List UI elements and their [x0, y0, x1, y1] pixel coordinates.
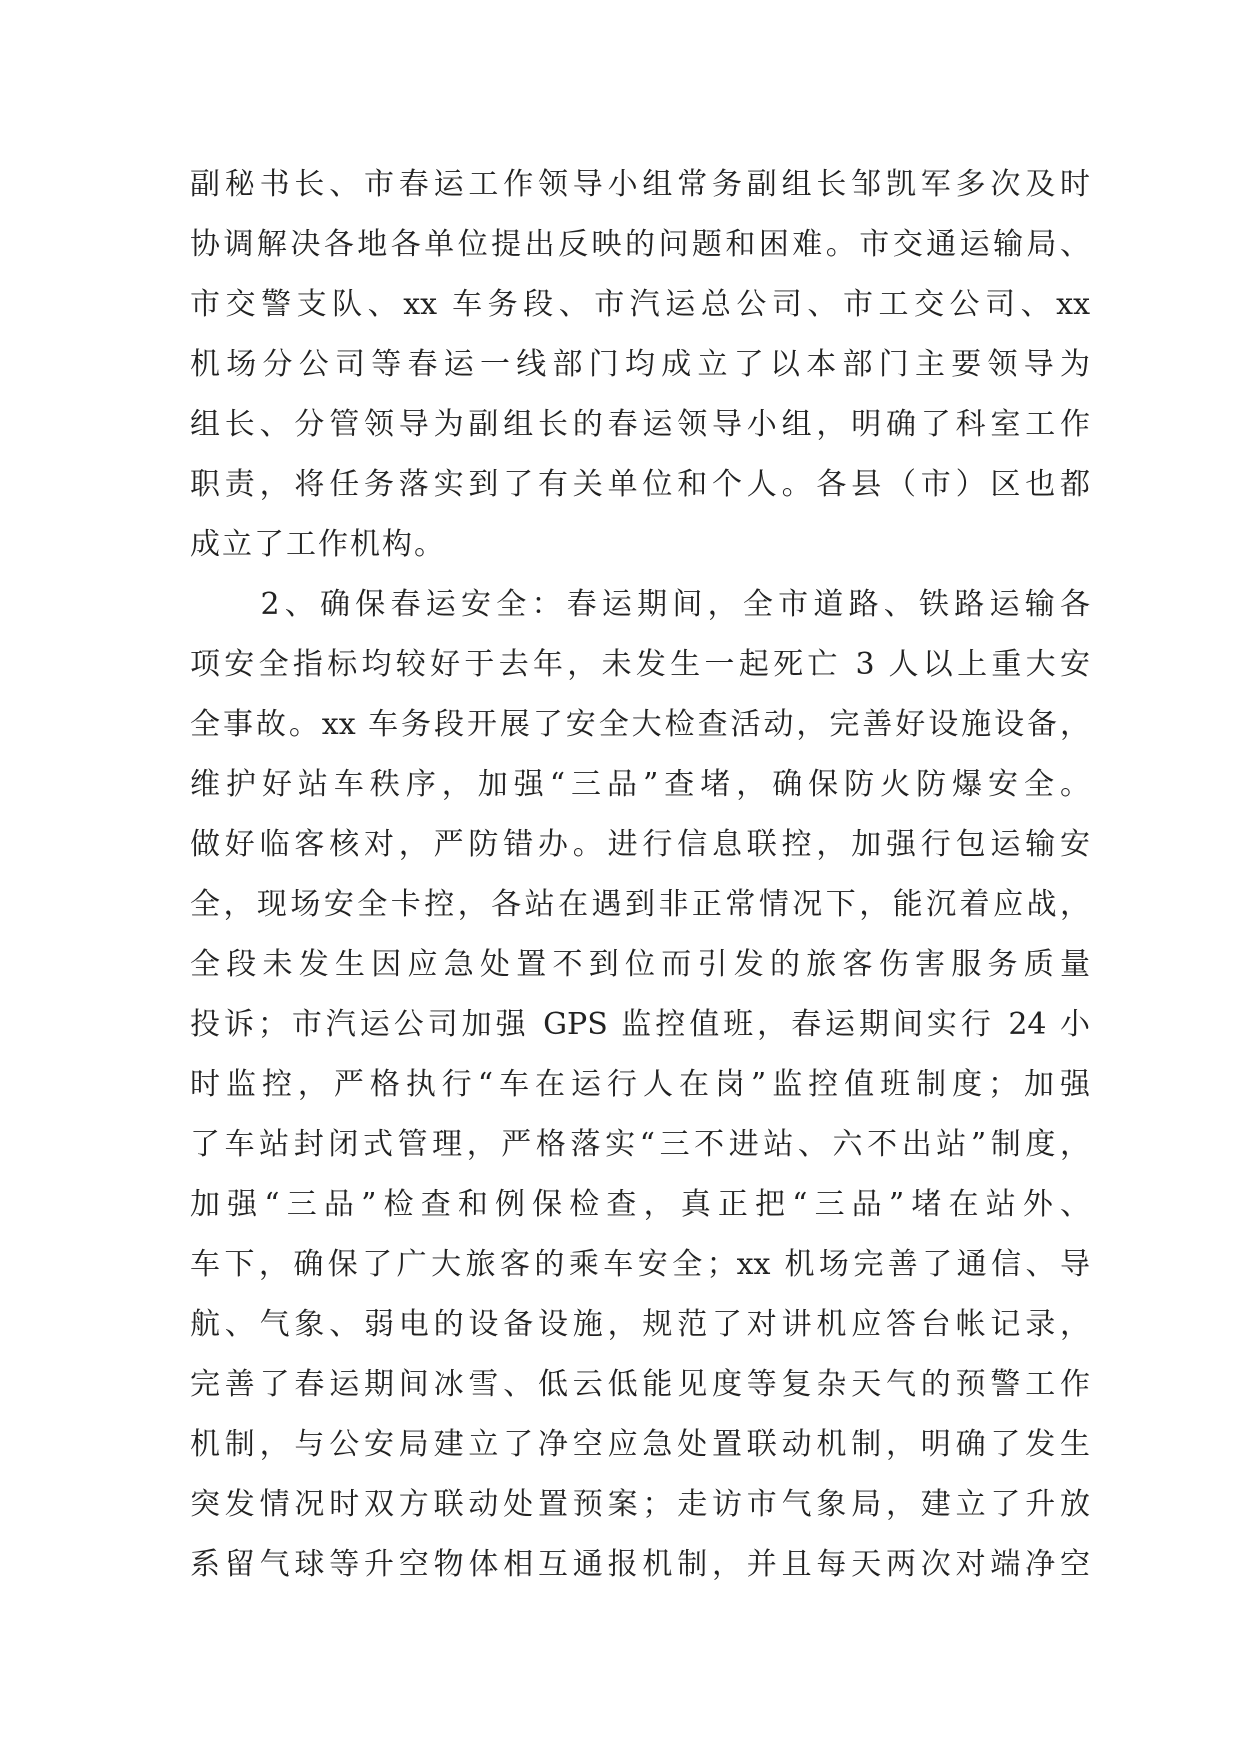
text-line: 机制，与公安局建立了净空应急处置联动机制，明确了发生	[190, 1427, 1090, 1462]
text-line: 成立了工作机构。	[190, 527, 446, 562]
text-line: 全段未发生因应急处置不到位而引发的旅客伤害服务质量	[190, 947, 1090, 982]
text-line: 职责，将任务落实到了有关单位和个人。各县（市）区也都	[190, 467, 1090, 502]
text-line: 副秘书长、市春运工作领导小组常务副组长邹凯军多次及时	[190, 167, 1090, 202]
text-line: 全事故。xx 车务段开展了安全大检查活动，完善好设施设备，	[190, 707, 1090, 742]
text-line: 2、确保春运安全：春运期间，全市道路、铁路运输各	[190, 587, 1090, 622]
text-line: 协调解决各地各单位提出反映的问题和困难。市交通运输局、	[190, 227, 1090, 262]
text-line: 时监控，严格执行“车在运行人在岗”监控值班制度；加强	[190, 1067, 1090, 1102]
text-line: 投诉；市汽运公司加强 GPS 监控值班，春运期间实行 24 小	[190, 1007, 1090, 1042]
text-line: 维护好站车秩序，加强“三品”查堵，确保防火防爆安全。	[190, 767, 1090, 802]
text-line: 项安全指标均较好于去年，未发生一起死亡 3 人以上重大安	[190, 647, 1090, 682]
text-line: 系留气球等升空物体相互通报机制，并且每天两次对端净空	[190, 1547, 1090, 1582]
text-line: 机场分公司等春运一线部门均成立了以本部门主要领导为	[190, 347, 1090, 382]
text-line: 市交警支队、xx 车务段、市汽运总公司、市工交公司、xx	[190, 287, 1090, 322]
text-line: 航、气象、弱电的设备设施，规范了对讲机应答台帐记录，	[190, 1307, 1090, 1342]
text-line: 车下，确保了广大旅客的乘车安全；xx 机场完善了通信、导	[190, 1247, 1090, 1282]
text-line: 突发情况时双方联动处置预案；走访市气象局，建立了升放	[190, 1487, 1090, 1522]
text-line: 加强“三品”检查和例保检查，真正把“三品”堵在站外、	[190, 1187, 1090, 1222]
text-line: 做好临客核对，严防错办。进行信息联控，加强行包运输安	[190, 827, 1090, 862]
text-line: 了车站封闭式管理，严格落实“三不进站、六不出站”制度，	[190, 1127, 1090, 1162]
body-text	[190, 155, 1090, 1595]
text-line: 完善了春运期间冰雪、低云低能见度等复杂天气的预警工作	[190, 1367, 1090, 1402]
text-line: 全，现场安全卡控，各站在遇到非正常情况下，能沉着应战，	[190, 887, 1090, 922]
text-line: 组长、分管领导为副组长的春运领导小组，明确了科室工作	[190, 407, 1090, 442]
